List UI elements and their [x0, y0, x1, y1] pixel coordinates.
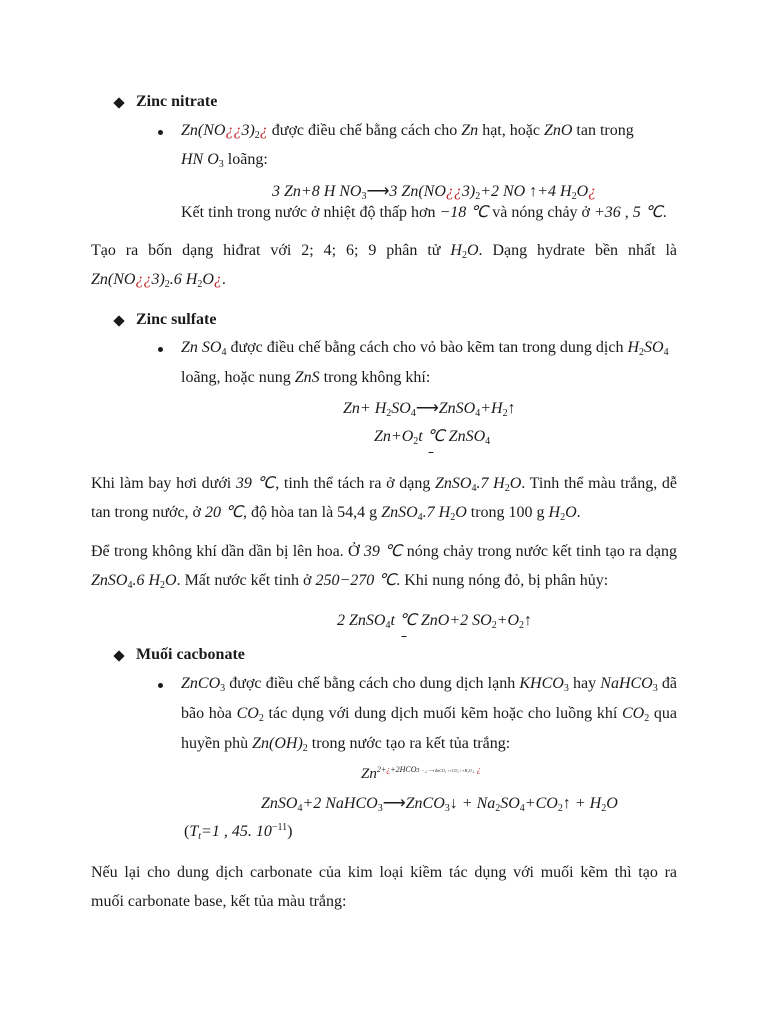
subscript: 4 [471, 483, 477, 494]
subscript: 2 [302, 743, 308, 754]
subscript: 4 [297, 803, 303, 814]
superscript: −11 [271, 822, 288, 833]
final-paragraph-line1: Nếu lại cho dung dịch carbonate của kim loại kiềm tác dụng với muối kẽm thì tạo ra [91, 864, 677, 881]
formula-error: ¿ [588, 183, 597, 200]
text: qua [649, 705, 678, 722]
formula: +2 NaHCO [302, 795, 378, 812]
formula: ZnSO [444, 428, 486, 445]
formula: +O [496, 612, 520, 629]
subscript: 4 [127, 580, 133, 591]
text: . Tinh thể màu trắng, dễ [521, 475, 678, 492]
formula: ZnS [294, 369, 320, 386]
formula: Zn(NO [181, 122, 226, 139]
formula: ZnSO [261, 795, 298, 812]
subscript: 2 [495, 803, 501, 814]
arrow: ⟶ [382, 795, 406, 812]
diamond-bullet-icon [113, 97, 124, 108]
text: bão hòa [181, 705, 237, 722]
ionic-equation-garbled [361, 766, 481, 783]
zinc-sulfate-equation-2 [374, 426, 490, 446]
subscript: 3 [444, 803, 450, 814]
round-bullet-icon [158, 130, 163, 135]
diamond-bullet-icon [113, 650, 124, 661]
heading-carbonate: Muối cacbonate [136, 646, 245, 663]
formula: O [466, 242, 479, 259]
temperature: +36 , 5 ℃ [594, 204, 663, 221]
formula: CO [621, 705, 645, 722]
formula: O [455, 504, 467, 521]
temperature: 39 ℃ [363, 543, 403, 560]
text: Để trong không khí dần dần bị lên hoa. Ở [91, 543, 364, 560]
subscript: 4 [417, 512, 423, 523]
formula: ZnCO [181, 675, 221, 692]
arrow-up: ↑ [524, 612, 533, 629]
subscript: 4 [663, 347, 669, 358]
text: . Mất nước kết tinh ở [176, 572, 316, 589]
formula: O [606, 795, 618, 812]
formula: ZnO+2 SO [416, 612, 492, 629]
subscript: 3 [218, 159, 224, 170]
text: và nóng chảy ở [488, 204, 594, 221]
formula: =1 , 45. 10 [201, 823, 272, 840]
formula: O [565, 504, 577, 521]
subscript: 4 [221, 347, 227, 358]
formula: Zn(NO [91, 271, 136, 288]
sulfate-paragraph1-line2 [91, 502, 581, 522]
formula: SO [500, 795, 520, 812]
arrow: ⟶ [366, 183, 390, 200]
formula: .7 H [476, 475, 505, 492]
diamond-bullet-icon [113, 315, 124, 326]
subscript: t [198, 831, 202, 842]
zinc-nitrate-bullet-line1 [181, 122, 634, 140]
subscript: 2 [160, 580, 166, 591]
text: . Dạng hydrate bền nhất là [478, 242, 678, 259]
subscript: 2 [504, 483, 510, 494]
formula: O [576, 183, 589, 200]
text: tác dụng với dung dịch muối kẽm hoặc cho luồng khí [263, 705, 622, 722]
round-bullet-icon [158, 347, 163, 352]
subscript: 3 [416, 768, 420, 774]
formula: ZnSO [381, 504, 418, 521]
zinc-sulfate-decomposition-equation [337, 610, 532, 630]
formula: SO [391, 400, 411, 417]
subscript: 2 [644, 713, 650, 724]
temperature: 250−270 ℃ [315, 572, 397, 589]
formula: 3 Zn+8 H NO [272, 183, 362, 200]
formula: Zn [461, 122, 479, 139]
subscript: 4 [385, 620, 391, 631]
formula-error: ¿ [213, 271, 222, 288]
formula: ↓ + Na [449, 795, 496, 812]
text: . [576, 504, 581, 521]
text: ) [287, 823, 293, 840]
formula: O [202, 271, 214, 288]
formula: 3) [241, 122, 255, 139]
text: được điều chế bằng cách cho dung dịch lạnh [225, 675, 520, 692]
text: nóng chảy trong nước kết tinh tạo ra dạng [402, 543, 677, 560]
formula: ZnSO [435, 475, 472, 492]
formula: .7 H [422, 504, 451, 521]
text: tan trong [572, 122, 634, 139]
text: Khi làm bay hơi dưới [91, 475, 236, 492]
formula-error: ¿¿ [225, 122, 242, 139]
formula: H [627, 339, 640, 356]
subscript: 3 [220, 683, 226, 694]
solubility-product [184, 823, 292, 841]
subscript: 2 [601, 803, 607, 814]
subscript: 4 [519, 803, 525, 814]
formula: +2 NO ↑+4 H [480, 183, 572, 200]
text: được điều chế bằng cách cho vỏ bào kẽm tan trong dung dịch [226, 339, 628, 356]
subscript: 4 [475, 408, 481, 419]
text: . [662, 204, 667, 221]
subscript: 2 [519, 620, 525, 631]
formula: T [189, 823, 199, 840]
text: Kết tinh trong nước ở nhiệt độ thấp hơn [181, 204, 440, 221]
formula-error: ¿ [259, 122, 268, 139]
formula: ↑ + H [562, 795, 602, 812]
text: , độ hòa tan là 54,4 g [242, 504, 382, 521]
subscript: 2 [461, 250, 467, 261]
formula: Zn(OH) [252, 735, 303, 752]
subscript: 2 [164, 279, 170, 290]
heading-zinc-sulfate: Zinc sulfate [136, 311, 217, 328]
subscript: 2 [571, 191, 577, 202]
subscript: 2 [413, 436, 419, 447]
tiny-text: − ¿ ⟶ ZnCO₃ ↓+CO₂ ↑+H₂O ¿ [421, 768, 475, 773]
final-paragraph-line2: muối carbonate base, kết tủa màu trắng: [91, 893, 347, 910]
temperature: 20 ℃ [205, 504, 243, 521]
condition: t ℃ [390, 612, 417, 629]
carbonate-bullet-line1 [181, 675, 677, 693]
temperature: −18 ℃ [439, 204, 489, 221]
formula: +CO [524, 795, 558, 812]
subscript: 2 [491, 620, 497, 631]
text: . [221, 271, 226, 288]
formula: ZnO [543, 122, 573, 139]
subscript: 2 [258, 713, 264, 724]
text: trong không khí: [319, 369, 431, 386]
text: trong 100 g [466, 504, 549, 521]
sulfate-paragraph2-line1 [91, 541, 677, 561]
formula: 3) [151, 271, 165, 288]
temperature: 39 ℃ [235, 475, 276, 492]
text: ( [184, 823, 190, 840]
formula: H [450, 242, 462, 259]
subscript: 2 [639, 347, 645, 358]
subscript: 4 [410, 408, 416, 419]
subscript: 3 [563, 683, 569, 694]
hydrate-paragraph-line1 [91, 242, 677, 260]
hydrate-paragraph-line2 [91, 271, 226, 289]
text: hạt, hoặc [478, 122, 544, 139]
zinc-nitrate-bullet-line2 [181, 151, 268, 169]
subscript: 2 [450, 512, 456, 523]
formula: HN O [181, 151, 219, 168]
formula: ZnSO [438, 400, 476, 417]
formula: SO [644, 339, 664, 356]
formula: .6 H [169, 271, 198, 288]
carbonate-equation [261, 793, 618, 813]
round-bullet-icon [158, 683, 163, 688]
zinc-nitrate-equation [272, 181, 596, 201]
formula-error: ¿ [476, 765, 481, 774]
formula: +H [480, 400, 503, 417]
zinc-nitrate-crystal-text [181, 202, 667, 222]
text: loãng: [223, 151, 268, 168]
zinc-sulfate-bullet-line2 [181, 369, 430, 387]
text: huyền phù [181, 735, 253, 752]
formula: ZnSO [91, 572, 128, 589]
formula: NaHCO [600, 675, 653, 692]
formula: O [165, 572, 177, 589]
zinc-sulfate-equation-1 [343, 398, 516, 418]
sulfate-paragraph2-line2 [91, 570, 608, 590]
formula: .6 H [132, 572, 161, 589]
subscript: 3 [377, 803, 383, 814]
zinc-sulfate-bullet-line1 [181, 339, 669, 357]
subscript: 2 [197, 279, 203, 290]
subscript: 2 [386, 408, 392, 419]
subscript: 2 [560, 512, 566, 523]
subscript: 2 [254, 130, 260, 141]
text: đã [657, 675, 677, 692]
sulfate-paragraph1-line1 [91, 473, 677, 493]
subscript: 2 [557, 803, 563, 814]
formula: Zn+ H [343, 400, 387, 417]
formula: 2 ZnSO [337, 612, 386, 629]
subscript: 2 [475, 191, 481, 202]
formula: H [548, 504, 561, 521]
text: loãng, hoặc nung [181, 369, 295, 386]
text: hay [568, 675, 601, 692]
text: trong nước tạo ra kết tủa trắng: [307, 735, 511, 752]
subscript: 3 [652, 683, 658, 694]
text: tan trong nước, ở [91, 504, 206, 521]
subscript: 3 [361, 191, 367, 202]
subscript: 4 [485, 436, 491, 447]
superscript: 2+ [376, 765, 387, 774]
formula-error: ¿ [386, 765, 391, 774]
heading-zinc-nitrate: Zinc nitrate [136, 93, 218, 110]
text: Tạo ra bốn dạng hiđrat với 2; 4; 6; 9 phân tử [91, 242, 451, 259]
formula-error: ¿¿ [445, 183, 462, 200]
formula: O [509, 475, 522, 492]
carbonate-bullet-line3 [181, 735, 510, 753]
condition: t ℃ [418, 428, 445, 445]
carbonate-bullet-line2 [181, 705, 677, 723]
formula: CO [236, 705, 259, 722]
subscript: 2 [502, 408, 508, 419]
formula-error: ¿¿ [135, 271, 152, 288]
superscript: +2HCO [390, 765, 417, 774]
text: , tinh thể tách ra ở dạng [275, 475, 435, 492]
text: . Khi nung nóng đỏ, bị phân hủy: [396, 572, 609, 589]
formula: Zn [361, 766, 377, 782]
formula: ZnCO [405, 795, 445, 812]
formula: Zn SO [181, 339, 222, 356]
arrow-up: ↑ [507, 400, 516, 417]
text: được điều chế bằng cách cho [267, 122, 462, 139]
formula: 3) [461, 183, 476, 200]
formula: KHCO [519, 675, 564, 692]
formula: 3 Zn(NO [389, 183, 446, 200]
arrow: ⟶ [415, 400, 439, 417]
formula: Zn+O [374, 428, 414, 445]
